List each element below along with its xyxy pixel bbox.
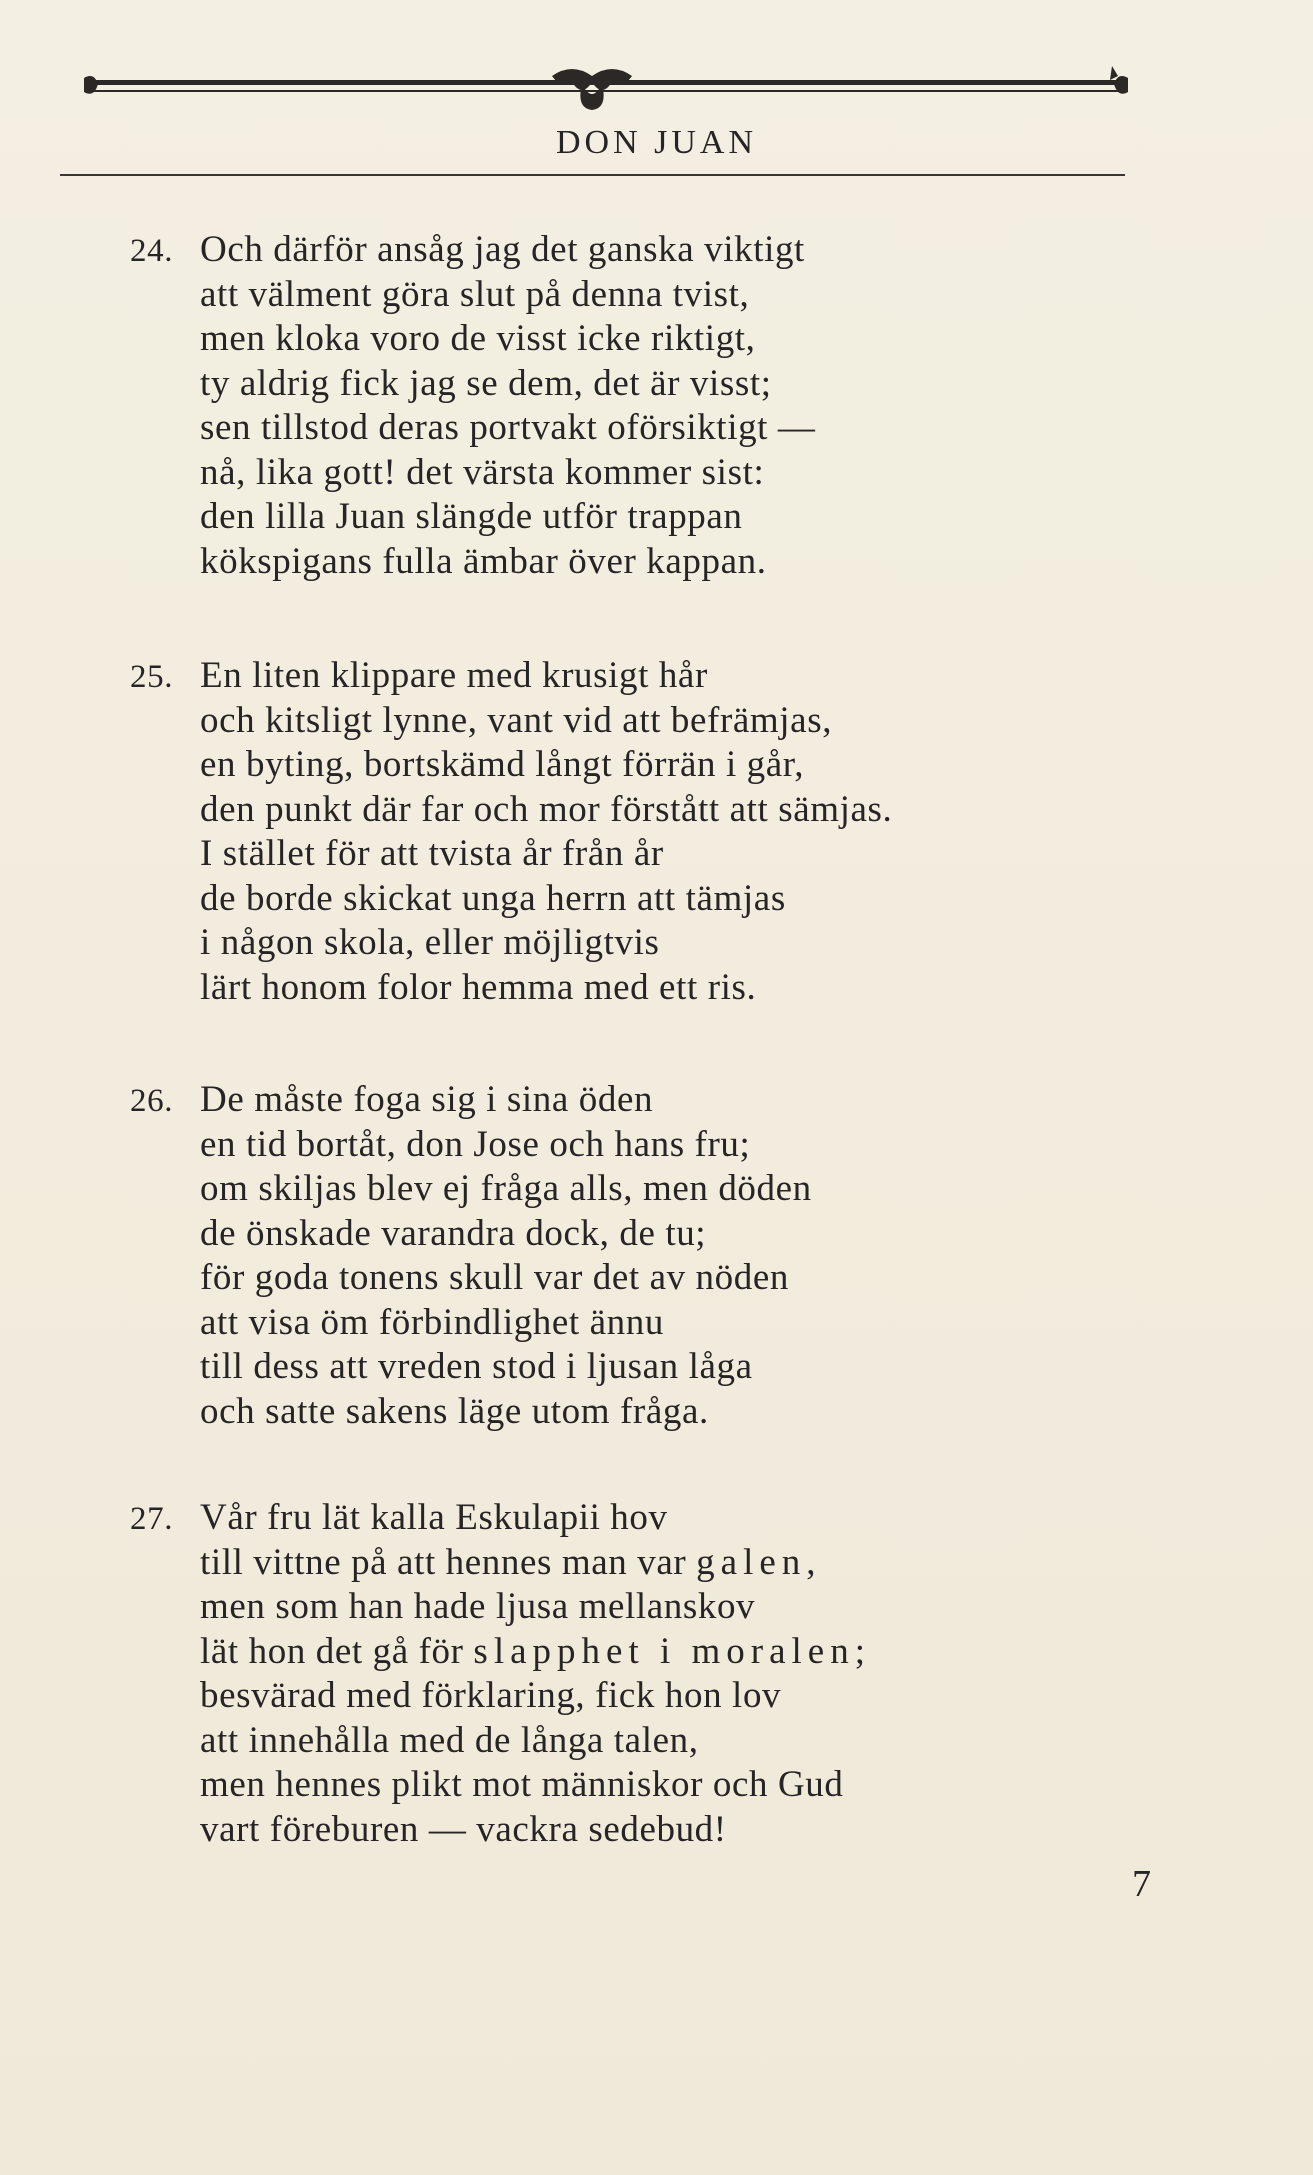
stanza-number: 25.	[130, 659, 174, 695]
running-head: DON JUAN	[555, 124, 758, 161]
stanza-line: för goda tonens skull var det av nöden	[200, 1257, 789, 1298]
stanza-line: nå, lika gott! det värsta kommer sist:	[200, 451, 765, 493]
header-rule	[60, 174, 1125, 176]
stanza-line: kökspigans fulla ämbar över kappan.	[200, 540, 767, 582]
spaced-word: galen,	[696, 1541, 822, 1583]
stanza-line: 27. Vår fru lät kalla Eskulapii hov	[130, 1496, 1130, 1541]
header-ornament-icon	[82, 66, 1130, 126]
stanza-line: till vittne på att hennes man var galen,	[200, 1541, 822, 1583]
stanza-24	[130, 228, 1130, 584]
stanza-line: sen tillstod deras portvakt oförsiktigt —	[200, 407, 816, 448]
stanza-line: och satte sakens läge utom fråga.	[200, 1390, 709, 1432]
stanza-line: men kloka voro de visst icke riktigt,	[200, 318, 756, 359]
stanza-line: att innehålla med de långa talen,	[200, 1719, 699, 1761]
stanza-number: 27.	[130, 1501, 174, 1537]
stanza-line: de borde skickat unga herrn att tämjas	[200, 877, 786, 919]
stanza-27	[130, 1496, 1130, 1852]
stanza-line: den punkt där far och mor förstått att sämjas.	[200, 788, 893, 830]
stanza-line: ty aldrig fick jag se dem, det är visst;	[200, 362, 772, 404]
stanza-line: en byting, bortskämd långt förrän i går,	[200, 744, 805, 785]
stanza-line: 25. En liten klippare med krusigt hår	[130, 654, 1130, 699]
stanza-number: 26.	[130, 1083, 174, 1119]
stanza-line: I stället för att tvista år från år	[200, 833, 664, 874]
page-number: 7	[1132, 1863, 1151, 1905]
stanza-line: om skiljas blev ej fråga alls, men döden	[200, 1168, 812, 1209]
stanza-line: lärt honom folor hemma med ett ris.	[200, 966, 757, 1008]
stanza-line: men som han hade ljusa mellanskov	[200, 1586, 756, 1627]
stanza-25	[130, 654, 1130, 1010]
stanza-line: i någon skola, eller möjligtvis	[200, 922, 660, 963]
stanza-number: 24.	[130, 233, 174, 269]
stanza-line: till dess att vreden stod i ljusan låga	[200, 1346, 753, 1387]
stanza-line: lät hon det gå för slapphet i moralen;	[200, 1630, 872, 1672]
stanza-line: besvärad med förklaring, fick hon lov	[200, 1675, 782, 1716]
stanza-26	[130, 1078, 1130, 1434]
stanza-line: vart föreburen — vackra sedebud!	[200, 1808, 727, 1850]
stanza-line: en tid bortåt, don Jose och hans fru;	[200, 1123, 751, 1165]
stanza-line: 26. De måste foga sig i sina öden	[130, 1078, 1130, 1123]
stanza-line: de önskade varandra dock, de tu;	[200, 1212, 707, 1254]
stanza-line: att visa öm förbindlighet ännu	[200, 1301, 664, 1343]
stanza-line: den lilla Juan slängde utför trappan	[200, 496, 743, 537]
spaced-word: slapphet i moralen;	[473, 1630, 872, 1672]
stanza-line: och kitsligt lynne, vant vid att befrämjas,	[200, 699, 833, 741]
stanza-line: att välment göra slut på denna tvist,	[200, 273, 750, 315]
stanza-line: men hennes plikt mot människor och Gud	[200, 1764, 844, 1805]
stanza-line: 24. Och därför ansåg jag det ganska viktigt	[130, 228, 1130, 273]
